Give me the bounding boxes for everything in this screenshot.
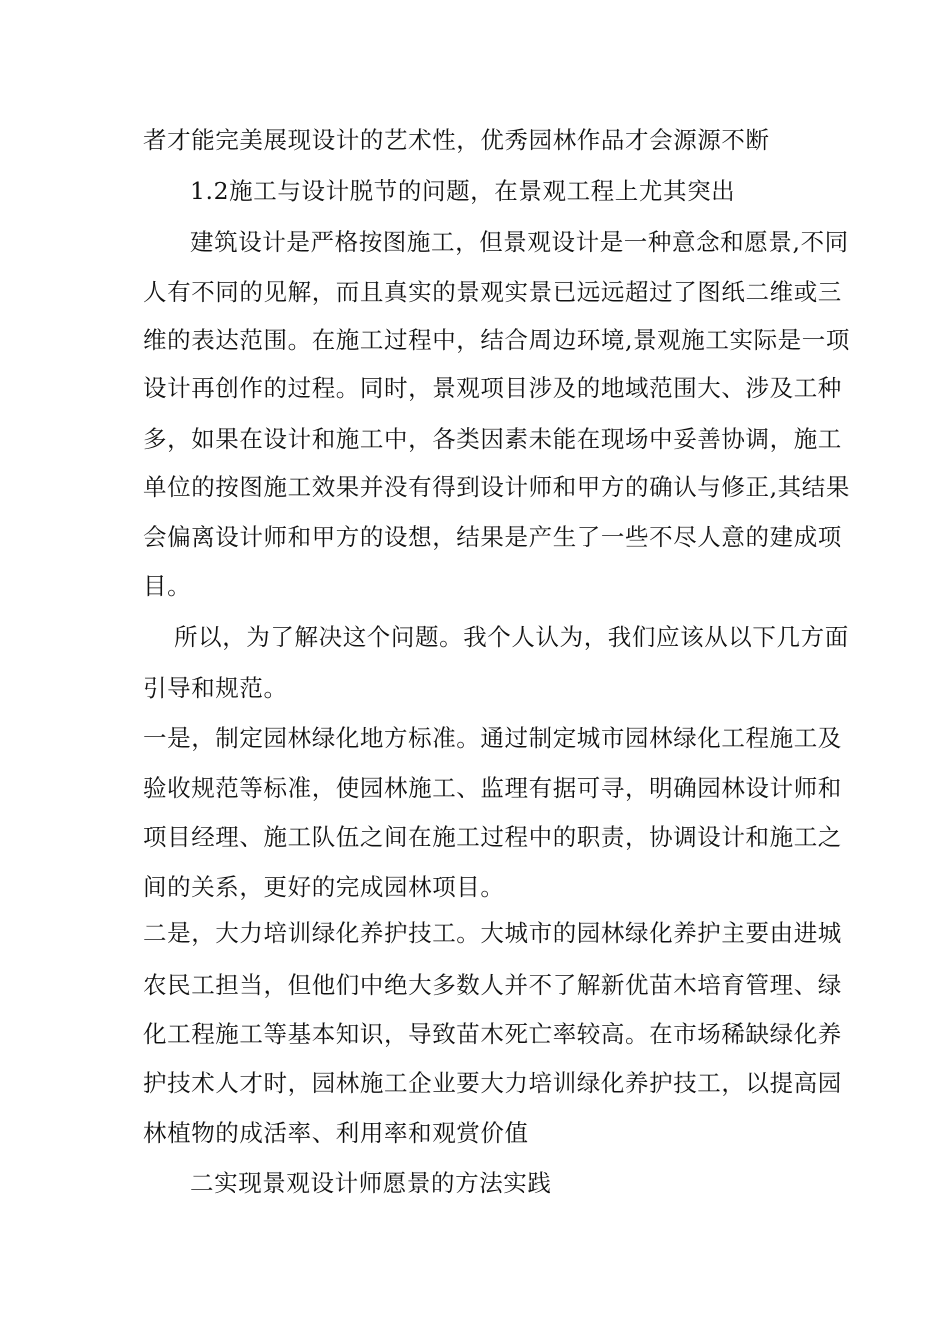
text-line-11: 所以，为了解决这个问题。我个人认为，我们应该从以下几方面: [174, 623, 849, 651]
text-line-10: 目。: [143, 572, 192, 600]
text-line-15: 项目经理、施工队伍之间在施工过程中的职责，协调设计和施工之: [143, 823, 842, 851]
text-line-21: 林植物的成活率、利用率和观赏价值: [143, 1119, 529, 1147]
text-line-6: 设计再创作的过程。同时，景观项目涉及的地域范围大、涉及工种: [143, 374, 842, 402]
text-line-19: 化工程施工等基本知识，导致苗木死亡率较高。在市场稀缺绿化养: [143, 1020, 842, 1048]
text-line-16: 间的关系，更好的完成园林项目。: [143, 873, 505, 901]
text-line-13: 一是，制定园林绿化地方标准。通过制定城市园林绿化工程施工及: [143, 724, 842, 752]
text-line-5: 维的表达范围。在施工过程中，结合周边环境,景观施工实际是一项: [143, 326, 850, 354]
text-line-12: 引导和规范。: [143, 674, 288, 702]
text-line-17: 二是，大力培训绿化养护技工。大城市的园林绿化养护主要由进城: [143, 919, 842, 947]
text-line-9: 会偏离设计师和甲方的设想，结果是产生了一些不尽人意的建成项: [143, 523, 842, 551]
text-line-7: 多，如果在设计和施工中，各类因素未能在现场中妥善协调，施工: [143, 425, 842, 453]
text-line-18: 农民工担当，但他们中绝大多数人并不了解新优苗木培育管理、绿: [143, 971, 842, 999]
text-line-3: 建筑设计是严格按图施工，但景观设计是一种意念和愿景,不同: [190, 228, 849, 256]
text-line-1: 者才能完美展现设计的艺术性，优秀园林作品才会源源不断: [143, 126, 770, 154]
text-line-8: 单位的按图施工效果并没有得到设计师和甲方的确认与修正,其结果: [143, 473, 850, 501]
text-line-14: 验收规范等标准，使园林施工、监理有据可寻，明确园林设计师和: [143, 774, 842, 802]
section-heading-1-2: 1.2施工与设计脱节的问题，在景观工程上尤其突出: [190, 177, 736, 205]
section-heading-2: 二实现景观设计师愿景的方法实践: [190, 1169, 552, 1197]
text-line-4: 人有不同的见解，而且真实的景观实景已远远超过了图纸二维或三: [143, 278, 842, 306]
text-line-20: 护技术人才时，园林施工企业要大力培训绿化养护技工，以提高园: [143, 1069, 842, 1097]
